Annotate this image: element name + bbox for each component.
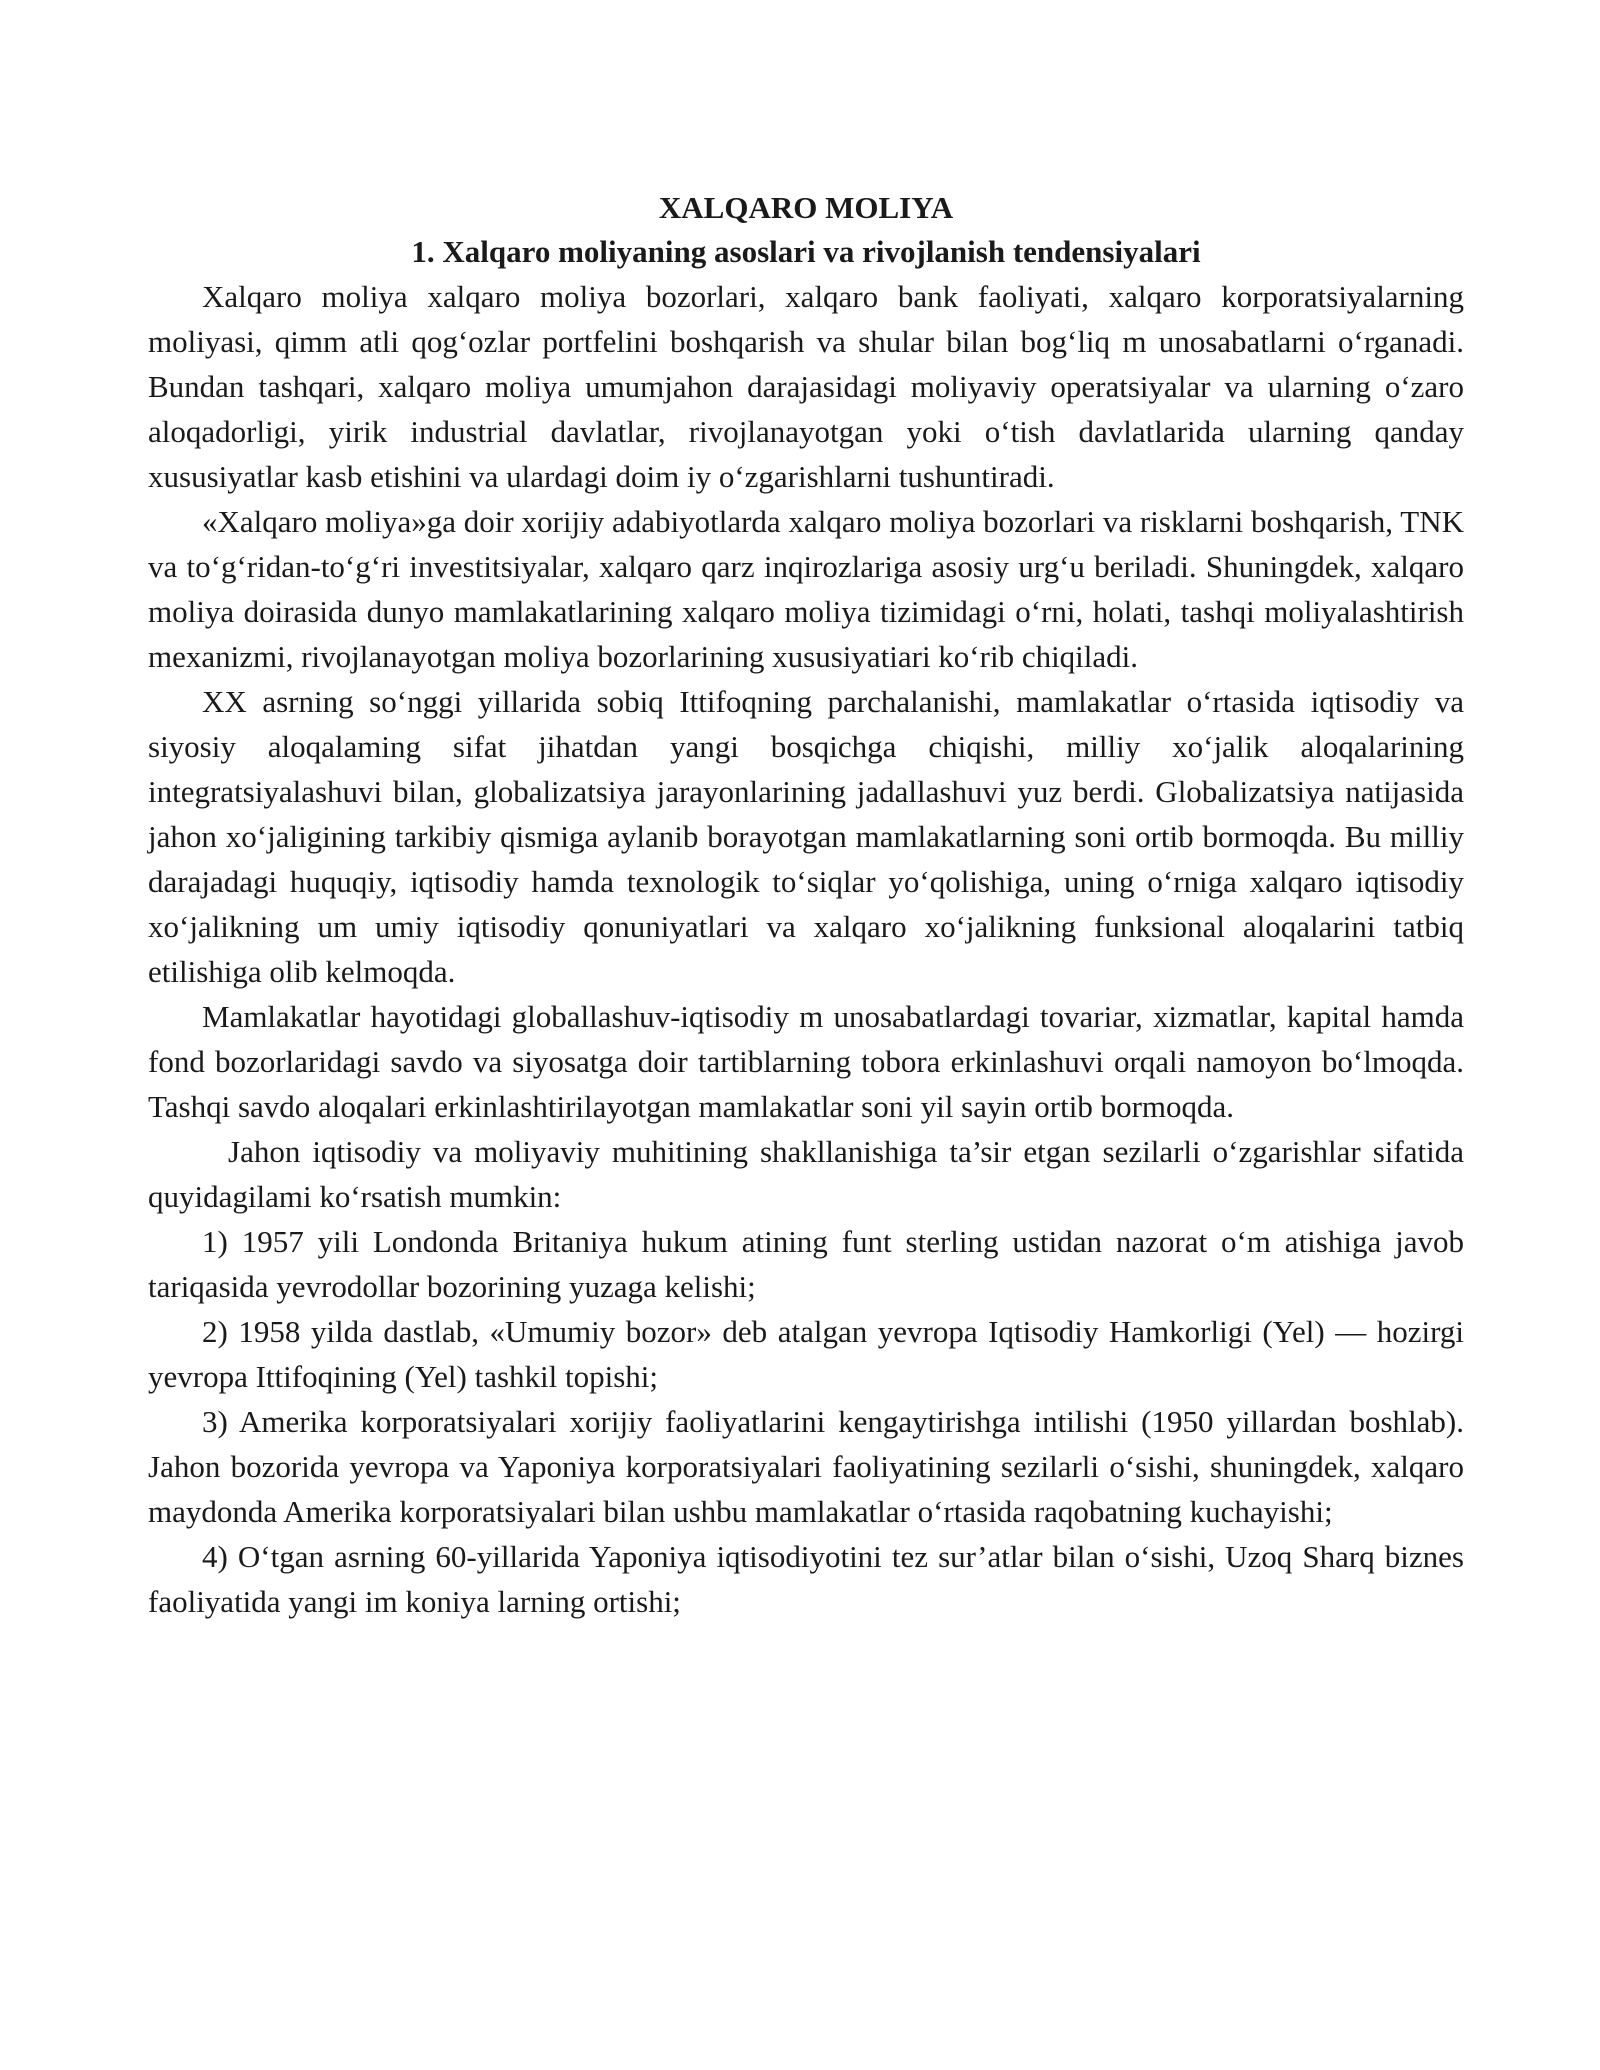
paragraph-4: Mamlakatlar hayotidagi globallashuv-iqtisodiy m unosabatlardagi tovariar, xizmatlar, kapital hamda fond bozorlaridagi savdo va siyosatga doir tartiblarning tobora erkinlashuvi orqali namoyon bo‘lmoqda. Tashqi savdo aloqalari erkinlashtirilayotgan mamlakatlar soni yil sayin ortib bormoqda. (148, 999, 1464, 1124)
document-title: XALQARO MOLIYA (658, 190, 954, 225)
paragraph-3: XX asrning so‘nggi yillarida sobiq Ittifoqning parchalanishi, mamlakatlar o‘rtasida iqtisodiy va siyosiy aloqalaming sifat jihatdan yangi bosqichga chiqishi, milliy xo‘jalik aloqalarining integratsiyalashuvi bilan, globalizatsiya jarayonlarining jadallashuvi yuz berdi. Globalizatsiya natijasida jahon xo‘jaligining tarkibiy qismiga aylanib borayotgan mamlakatlarning soni ortib bormoqda. Bu milliy darajadagi huquqiy, iqtisodiy hamda texnologik to‘siqlar yo‘qolishiga, uning o‘rniga xalqaro iqtisodiy xo‘jalikning um umiy iqtisodiy qonuniyatlari va xalqaro xo‘jalikning funksional aloqalarini tatbiq etilishiga olib kelmoqda. (148, 684, 1464, 989)
list-item-2: 2) 1958 yilda dastlab, «Umumiy bozor» deb atalgan yevropa Iqtisodiy Hamkorligi (Yel) — hozirgi yevropa Ittifoqining (Yel) tashkil topishi; (148, 1314, 1464, 1394)
list-item-3: 3) Amerika korporatsiyalari xorijiy faoliyatlarini kengaytirishga intilishi (1950 yillardan boshlab). Jahon bozorida yevropa va Yaponiya korporatsiyalari faoliyatining sezilarli o‘sishi, shuningdek, xalqaro maydonda Amerika korporatsiyalari bilan ushbu mamlakatlar o‘rtasida raqobatning kuchayishi; (148, 1404, 1464, 1529)
list-item-4: 4) O‘tgan asrning 60-yillarida Yaponiya iqtisodiyotini tez sur’atlar bilan o‘sishi, Uzoq Sharq biznes faoliyatida yangi im koniya larning ortishi; (148, 1539, 1464, 1619)
section-heading: 1. Xalqaro moliyaning asoslari va rivojlanish tendensiyalari (411, 234, 1201, 269)
list-item-1: 1) 1957 yili Londonda Britaniya hukum atining funt sterling ustidan nazorat o‘m atishiga javob tariqasida yevrodollar bozorining yuzaga kelishi; (148, 1224, 1464, 1304)
paragraph-5: Jahon iqtisodiy va moliyaviy muhitining shakllanishiga ta’sir etgan sezilarli o‘zgarishlar sifatida quyidagilami ko‘rsatish mumkin: (148, 1134, 1464, 1214)
paragraph-2: «Xalqaro moliya»ga doir xorijiy adabiyotlarda xalqaro moliya bozorlari va risklarni boshqarish, TNK va to‘g‘ridan-to‘g‘ri investitsiyalar, xalqaro qarz inqirozlariga asosiy urg‘u beriladi. Shuningdek, xalqaro moliya doirasida dunyo mamlakatlarining xalqaro moliya tizimidagi o‘rni, holati, tashqi moliyalashtirish mexanizmi, rivojlanayotgan moliya bozorlarining xususiyatiari ko‘rib chiqiladi. (148, 504, 1464, 674)
paragraph-1: Xalqaro moliya xalqaro moliya bozorlari, xalqaro bank faoliyati, xalqaro korporatsiyalarning moliyasi, qimm atli qog‘ozlar portfelini boshqarish va shular bilan bog‘liq m unosabatlarni o‘rganadi. Bundan tashqari, xalqaro moliya umumjahon darajasidagi moliyaviy operatsiyalar va ularning o‘zaro aloqadorligi, yirik industrial davlatlar, rivojlanayotgan yoki o‘tish davlatlarida ularning qanday xususiyatlar kasb etishini va ulardagi doim iy o‘zgarishlarni tushuntiradi. (148, 279, 1464, 494)
document-page (148, 186, 1464, 1624)
